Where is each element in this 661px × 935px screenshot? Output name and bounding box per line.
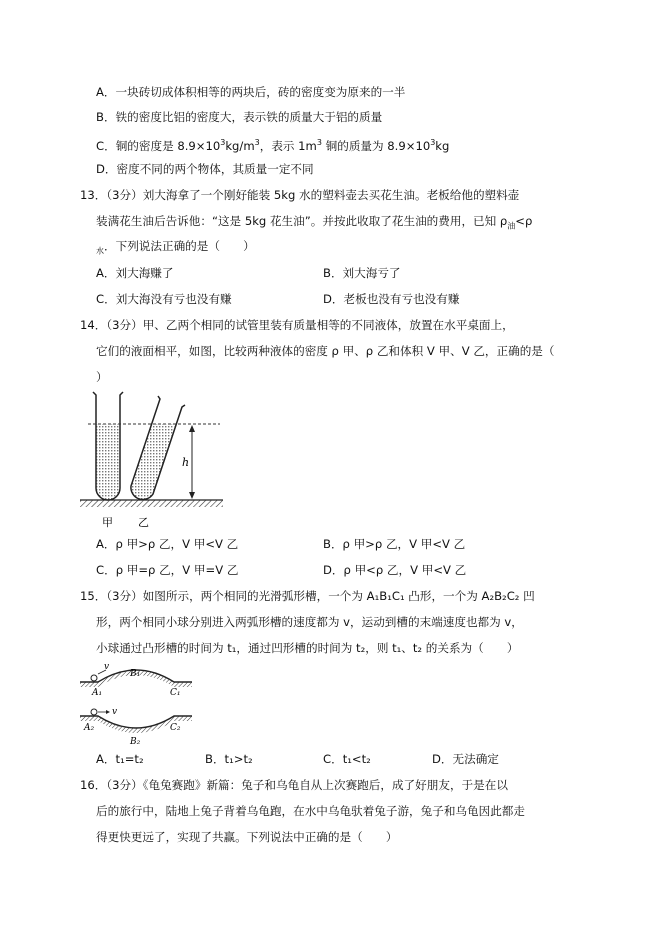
- q12-option-c: [96, 135, 449, 154]
- q16-stem-line3: 得更快更远了，实现了共赢。下列说法中正确的是（ ）: [96, 830, 398, 844]
- q14-option-d: D．ρ 甲<ρ 乙，V 甲<V 乙: [323, 563, 467, 577]
- q14-option-b: B．ρ 甲>ρ 乙，V 甲<V 乙: [323, 537, 466, 551]
- q15-option-b: B．t₁>t₂: [205, 752, 253, 766]
- point-B2: B₂: [130, 737, 141, 746]
- q14-stem-line2: 它们的液面相平，如图，比较两种液体的密度 ρ 甲、ρ 乙和体积 V 甲、V 乙，正确的是（: [96, 344, 555, 358]
- arc-grooves-figure: [78, 660, 194, 746]
- height-label: h: [182, 456, 190, 469]
- subscript-water: 水: [96, 246, 104, 256]
- exponent: 3: [254, 138, 260, 147]
- q12-option-b: B．铁的密度比铝的密度大，表示铁的质量大于铝的质量: [96, 110, 383, 124]
- q14-option-c: C．ρ 甲=ρ 乙，V 甲=V 乙: [96, 563, 239, 577]
- q15-option-c: C．t₁<t₂: [323, 752, 371, 766]
- point-A2: A₂: [84, 723, 95, 733]
- q13-text: 装满花生油后告诉他：“这是 5kg 花生油”。并按此收取了花生油的费用，已知 ρ: [96, 214, 508, 228]
- ball-2: [91, 709, 97, 715]
- q14-option-a: A．ρ 甲>ρ 乙，V 甲<V 乙: [96, 537, 239, 551]
- q12-c-unit: kg: [435, 138, 450, 153]
- exponent: 3: [430, 138, 436, 147]
- q12-c-unit: kg/m: [225, 138, 255, 153]
- velocity-label-2: v: [112, 707, 118, 717]
- q13-option-c: C．刘大海没有亏也没有赚: [96, 292, 232, 306]
- q13-stem-line2: [96, 213, 532, 234]
- q13-text: <ρ: [515, 214, 533, 228]
- subscript-oil: 油: [507, 221, 516, 231]
- q16-stem-line1: 16．（3分）《龟兔赛跑》新篇：兔子和乌龟自从上次赛跑后，成了好朋友，于是在以: [80, 778, 508, 792]
- test-tubes-figure: [78, 390, 228, 532]
- point-C2: C₂: [170, 723, 181, 733]
- exponent: 3: [316, 138, 322, 147]
- point-B1: B₁: [130, 669, 141, 679]
- exponent: 3: [220, 138, 226, 147]
- q13-stem-line1: 13．（3分）刘大海拿了一个刚好能装 5kg 水的塑料壶去买花生油。老板给他的塑料壶: [80, 188, 520, 202]
- table-surface: [80, 500, 223, 507]
- q13-option-a: A．刘大海赚了: [96, 266, 174, 280]
- q12-c-part: C．铜的密度是 8.9×10: [96, 138, 221, 153]
- q15-stem-line1: 15．（3分）如图所示，两个相同的光滑弧形槽，一个为 A₁B₁C₁ 凸形，一个为 A₂B₂C₂ 凹: [80, 589, 535, 603]
- tube-label-jia: 甲: [102, 516, 113, 529]
- q15-stem-line2: 形，两个相同小球分别进入两弧形槽的速度都为 v，运动到槽的末端速度也都为 v，: [96, 615, 523, 629]
- q15-stem-line3: 小球通过凸形槽的时间为 t₁，通过凹形槽的时间为 t₂，则 t₁、t₂ 的关系为（ ）: [96, 641, 519, 655]
- q13-text: ．下列说法正确的是（ ）: [104, 239, 255, 253]
- point-A1: A₁: [92, 688, 103, 698]
- q13-option-b: B．刘大海亏了: [323, 266, 401, 280]
- q12-c-part: 铜的质量为 8.9×10: [321, 138, 431, 153]
- q12-c-part: ，表示 1m: [259, 138, 317, 153]
- q12-option-d: D．密度不同的两个物体，其质量一定不同: [96, 162, 314, 176]
- tube-label-yi: 乙: [138, 516, 149, 529]
- q15-option-a: A．t₁=t₂: [96, 752, 144, 766]
- q14-stem-line1: 14．（3分）甲、乙两个相同的试管里装有质量相等的不同液体，放置在水平桌面上，: [80, 318, 514, 332]
- point-C1: C₁: [170, 688, 181, 698]
- tube-jia-liquid: [96, 424, 120, 500]
- q13-option-d: D．老板也没有亏也没有赚: [323, 292, 460, 306]
- q12-option-a: A．一块砖切成体积相等的两块后，砖的密度变为原来的一半: [96, 85, 406, 99]
- ball-1: [91, 675, 97, 681]
- q14-stem-line3: ）: [96, 370, 108, 384]
- q15-option-d: D．无法确定: [432, 752, 499, 766]
- velocity-label-1: v: [104, 662, 110, 672]
- tube-yi-liquid: [131, 424, 175, 500]
- q13-stem-line3: [96, 238, 255, 259]
- q16-stem-line2: 后的旅行中，陆地上兔子背着乌龟跑，在水中乌龟驮着兔子游，兔子和乌龟因此都走: [96, 804, 525, 818]
